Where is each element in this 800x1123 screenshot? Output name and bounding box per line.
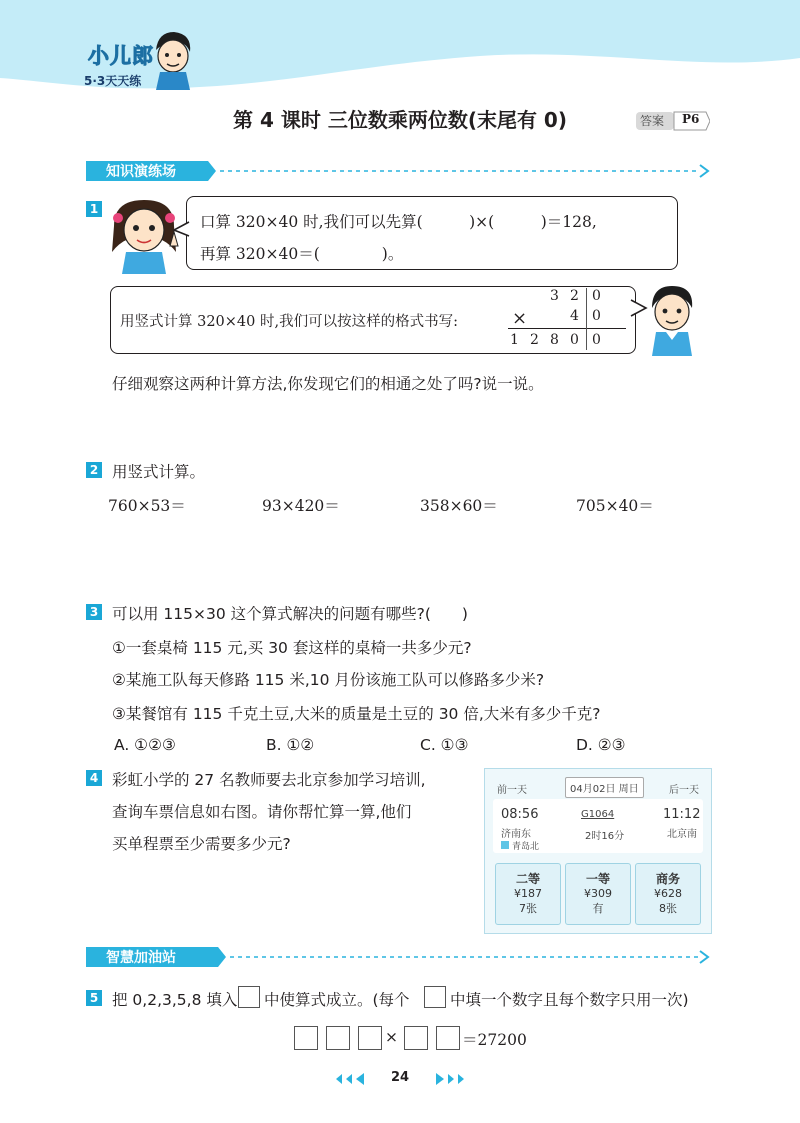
vcalc-rule	[508, 328, 626, 329]
q1-question: 仔细观察这两种计算方法,你发现它们的相通之处了吗?说一说。	[112, 375, 544, 393]
prev-day-link[interactable]: 前一天	[497, 785, 527, 796]
section-title-practice: 知识演练场	[106, 164, 176, 180]
digit-input-box[interactable]	[404, 1026, 428, 1050]
blank-box-icon	[238, 986, 260, 1008]
q2-item: 93×420＝	[262, 497, 340, 515]
vcalc-divider	[586, 288, 587, 350]
page-title: 第 4 课时 三位数乘两位数(末尾有 0)	[233, 108, 567, 132]
q3-choice-a[interactable]: A. ①②③	[114, 736, 176, 754]
seat-option-business-class[interactable]	[635, 863, 701, 925]
digit-input-box[interactable]	[358, 1026, 382, 1050]
logo-title: 小儿郎	[88, 44, 154, 68]
q3-option: ③某餐馆有 115 千克土豆,大米的质量是土豆的 30 倍,大米有多少千克?	[112, 705, 601, 723]
boy-mascot-logo-icon	[150, 28, 196, 90]
seat-stock: 7张	[519, 902, 537, 915]
q5-times-sign: ×	[385, 1028, 398, 1046]
question-number: 2	[86, 462, 102, 478]
question-number: 3	[86, 604, 102, 620]
q5-result: ＝27200	[462, 1031, 527, 1049]
mental-math-line-1: 口算 320×40 时,我们可以先算( )×( )＝128,	[200, 213, 597, 231]
arrive-station: 北京南	[667, 829, 697, 840]
q4-line: 查询车票信息如右图。请你帮忙算一算,他们	[112, 803, 412, 821]
trip-duration: 2时16分	[585, 831, 625, 842]
vcalc-digit: 1	[510, 332, 519, 348]
q2-item: 705×40＝	[576, 497, 654, 515]
section-title-bonus: 智慧加油站	[106, 950, 176, 966]
q2-item: 358×60＝	[420, 497, 498, 515]
vcalc-digit: 8	[550, 332, 559, 348]
q4-line: 买单程票至少需要多少元?	[112, 835, 291, 853]
question-number: 1	[86, 201, 102, 217]
seat-option-second-class[interactable]	[495, 863, 561, 925]
bubble-tail	[172, 220, 190, 238]
vertical-calculation	[508, 288, 628, 350]
seat-price: ¥187	[514, 887, 542, 900]
q3-option: ①一套桌椅 115 元,买 30 套这样的桌椅一共多少元?	[112, 639, 472, 657]
question-number: 5	[86, 990, 102, 1006]
vcalc-operator: ×	[512, 308, 528, 329]
question-number: 4	[86, 770, 102, 786]
mental-math-line-2: 再算 320×40＝( )。	[200, 245, 404, 263]
next-day-link[interactable]: 后一天	[669, 785, 699, 796]
alt-station: 青岛北	[512, 842, 540, 852]
seat-price: ¥309	[584, 887, 612, 900]
train-ticket-panel	[484, 768, 712, 934]
vcalc-digit: 0	[592, 332, 601, 348]
vcalc-digit: 4	[570, 308, 579, 324]
q5-text-c: 中填一个数字且每个数字只用一次)	[450, 991, 689, 1009]
q5-text-a: 把 0,2,3,5,8 填入	[112, 991, 238, 1009]
seat-option-first-class[interactable]	[565, 863, 631, 925]
digit-input-box[interactable]	[326, 1026, 350, 1050]
vcalc-digit: 0	[592, 308, 601, 324]
alt-station-icon	[501, 841, 509, 849]
section-banner-bonus	[82, 944, 712, 970]
q3-choice-d[interactable]: D. ②③	[576, 736, 626, 754]
train-number: G1064	[581, 809, 615, 820]
vertical-method-text: 用竖式计算 320×40 时,我们可以按这样的格式书写:	[120, 314, 458, 330]
q3-option: ②某施工队每天修路 115 米,10 月份该施工队可以修路多少米?	[112, 671, 545, 689]
vcalc-digit: 3	[550, 288, 559, 304]
vcalc-digit: 2	[570, 288, 579, 304]
q2-prompt: 用竖式计算。	[112, 463, 206, 481]
seat-stock: 8张	[659, 902, 677, 915]
vcalc-digit: 2	[530, 332, 539, 348]
q4-line: 彩虹小学的 27 名教师要去北京参加学习培训,	[112, 771, 426, 789]
q2-item: 760×53＝	[108, 497, 186, 515]
depart-station: 济南东	[501, 829, 531, 840]
vcalc-digit: 0	[570, 332, 579, 348]
depart-time: 08:56	[501, 807, 539, 822]
q3-prompt: 可以用 115×30 这个算式解决的问题有哪些?( )	[112, 605, 468, 623]
seat-class: 二等	[515, 872, 540, 886]
boy-mascot-icon	[644, 282, 700, 356]
arrive-time: 11:12	[663, 807, 701, 822]
answer-page-ref: P6	[682, 112, 700, 126]
seat-class: 一等	[585, 872, 610, 886]
q5-text-b: 中使算式成立。(每个	[264, 991, 410, 1009]
answer-label: 答案	[640, 114, 665, 128]
logo-subtitle: 5·3天天练	[84, 74, 142, 88]
vcalc-digit: 0	[592, 288, 601, 304]
digit-input-box[interactable]	[294, 1026, 318, 1050]
blank-box-icon	[424, 986, 446, 1008]
page-number: 24	[390, 1070, 410, 1085]
digit-input-box[interactable]	[436, 1026, 460, 1050]
q3-choice-c[interactable]: C. ①③	[420, 736, 469, 754]
q3-choice-b[interactable]: B. ①②	[266, 736, 315, 754]
seat-price: ¥628	[654, 887, 682, 900]
date-selector[interactable]: 04月02日 周日	[565, 777, 644, 798]
seat-stock: 有	[592, 902, 604, 915]
seat-class: 商务	[655, 872, 680, 886]
section-banner-practice	[82, 158, 712, 184]
